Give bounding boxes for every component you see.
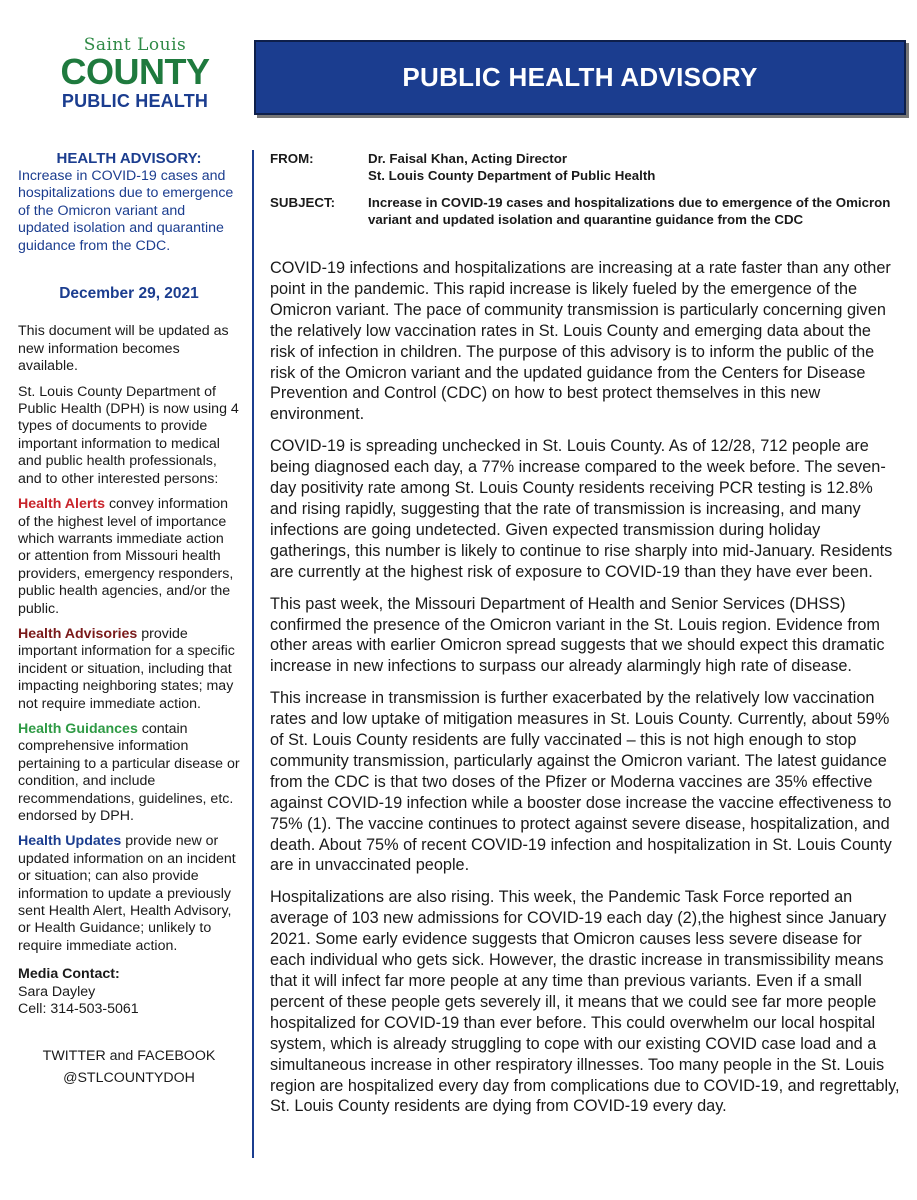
media-contact-label: Media Contact: <box>18 966 120 983</box>
column-divider <box>252 150 254 1158</box>
from-row <box>270 150 910 184</box>
document-types-intro: St. Louis County Department of Public Health (DPH) is now using 4 types of documents to provide important information to medical and public health professionals, and to other interested persons: <box>18 383 239 487</box>
from-name: Dr. Faisal Khan, Acting Director <box>368 151 568 166</box>
logo-line-county: COUNTY <box>60 51 210 92</box>
definition-text: provide important information for a specific incident or situation, including that impacting neighboring states; may not require immediate action. <box>18 625 235 712</box>
logo-line-public-health: PUBLIC HEALTH <box>61 91 209 111</box>
advisory-date: December 29, 2021 <box>59 285 199 303</box>
advisory-banner <box>254 40 906 115</box>
body-paragraph: COVID-19 infections and hospitalizations are increasing at a rate faster than any other point in the pandemic. This rapid increase is likely fueled by the emergence of the Omicron variant. The pace of community transmission is particularly concerning given the relatively low vaccination rates in St. Louis County and emerging data about the risk of infection in children. The purpose of this advisory is to inform the public of the risk of the Omicron variant and the updated guidance from the Centers for Disease Prevention and Control (CDC) on how to best protect themselves in this new environment. <box>270 259 891 424</box>
term-health-alerts: Health Alerts <box>18 496 105 513</box>
banner-title: PUBLIC HEALTH ADVISORY <box>402 62 758 92</box>
definition-health-guidances <box>18 721 240 825</box>
media-contact-phone: Cell: 314-503-5061 <box>18 1001 139 1018</box>
subject-label: SUBJECT: <box>270 195 336 210</box>
subject-text: Increase in COVID-19 cases and hospitalizations due to emergence of the Omicron variant and updated isolation and quarantine guidance from the CDC <box>368 195 891 227</box>
term-health-updates: Health Updates <box>18 833 122 850</box>
term-health-advisories: Health Advisories <box>18 625 138 642</box>
advisory-body <box>270 258 900 1128</box>
social-handle: @STLCOUNTYDOH <box>63 1070 195 1087</box>
term-health-guidances: Health Guidances <box>18 720 138 737</box>
memo-header <box>270 150 910 228</box>
social-media <box>18 1045 240 1089</box>
body-paragraph: COVID-19 is spreading unchecked in St. Louis County. As of 12/28, 712 people are being diagnosed each day, a 77% increase compared to the week before. The seven-day positivity rate among St. Louis County residents receiving PCR testing is 12.8% and rising rapidly, suggesting that the rate of transmission is increasing, and many infections are going undetected. Given expected transmission during holiday gatherings, this number is likely to continue to rise sharply into mid-January. Residents are currently at the highest risk of exposure to COVID-19 than they have ever been. <box>270 437 893 581</box>
definition-health-alerts <box>18 496 240 618</box>
update-note: This document will be updated as new information becomes available. <box>18 323 229 375</box>
definition-health-updates <box>18 833 240 955</box>
body-paragraph: This past week, the Missouri Department of Health and Senior Services (DHSS) confirmed the presence of the Omicron variant in the St. Louis region. Evidence from other areas with earlier Omicron spread suggests that we should expect this dramatic increase in new infections to surpass our already alarmingly high rate of disease. <box>270 594 885 676</box>
media-contact-name: Sara Dayley <box>18 983 96 1000</box>
sidebar <box>18 150 240 1089</box>
county-logo <box>50 36 220 112</box>
sidebar-subheading: Increase in COVID-19 cases and hospitalizations due to emergence of the Omicron variant and updated isolation and quarantine guidance from the CDC. <box>18 168 234 254</box>
definition-text: contain comprehensive information pertaining to a particular disease or condition, and include recommendations, guidelines, etc. endorsed by DPH. <box>18 720 240 824</box>
body-paragraph: Hospitalizations are also rising. This week, the Pandemic Task Force reported an average of 103 new admissions for COVID-19 each day (2),the highest since January 2021. Some early evidence suggests that Omicron causes less severe disease for each individual who gets sick. However, the drastic increase in transmissibility means that it will infect far more people at any time than previous variants. Even if a small percent of these people gets severely ill, it means that we could see far more people hospitalized for COVID-19 than ever before. This could overwhelm our local hospital system, which is already struggling to cope with our existing COVID case load and a simultaneous increase in other respiratory illnesses. Too many people in the St. Louis region are hospitalized every day from complications due to COVID-19, and regrettably, St. Louis County residents are dying from COVID-19 every day. <box>270 888 900 1116</box>
definition-text: convey information of the highest level of importance which warrants immediate action or attention from Missouri health providers, emergency responders, public health agencies, and/or the public. <box>18 496 234 617</box>
from-label: FROM: <box>270 151 314 166</box>
from-value <box>368 150 910 184</box>
sidebar-heading: HEALTH ADVISORY: <box>56 150 202 167</box>
media-contact <box>18 966 240 1018</box>
body-paragraph: This increase in transmission is further exacerbated by the relatively low vaccination rates and low uptake of mitigation measures in St. Louis County. Currently, about 59% of St. Louis County residents are fully vaccinated – this is not high enough to stop community transmission, particularly against the Omicron variant. The latest guidance from the CDC is that two doses of the Pfizer or Moderna vaccines are 35% effective against COVID-19 infection while a booster dose increase the vaccine effectiveness to 75% (1). The vaccine continues to protect against severe disease, hospitalization, and death. About 75% of recent COVID-19 infection and hospitalization in St. Louis County are in unvaccinated people. <box>270 689 892 875</box>
definition-health-advisories <box>18 626 240 713</box>
logo-line-saint-louis: Saint Louis <box>83 35 187 55</box>
subject-row <box>270 194 910 228</box>
social-label: TWITTER and FACEBOOK <box>42 1048 216 1065</box>
definition-text: provide new or updated information on an incident or situation; can also provide information to update a previously sent Health Alert, Health Advisory, or Health Guidance; unlikely to require immediate action. <box>18 833 236 954</box>
from-org: St. Louis County Department of Public Health <box>368 168 656 183</box>
